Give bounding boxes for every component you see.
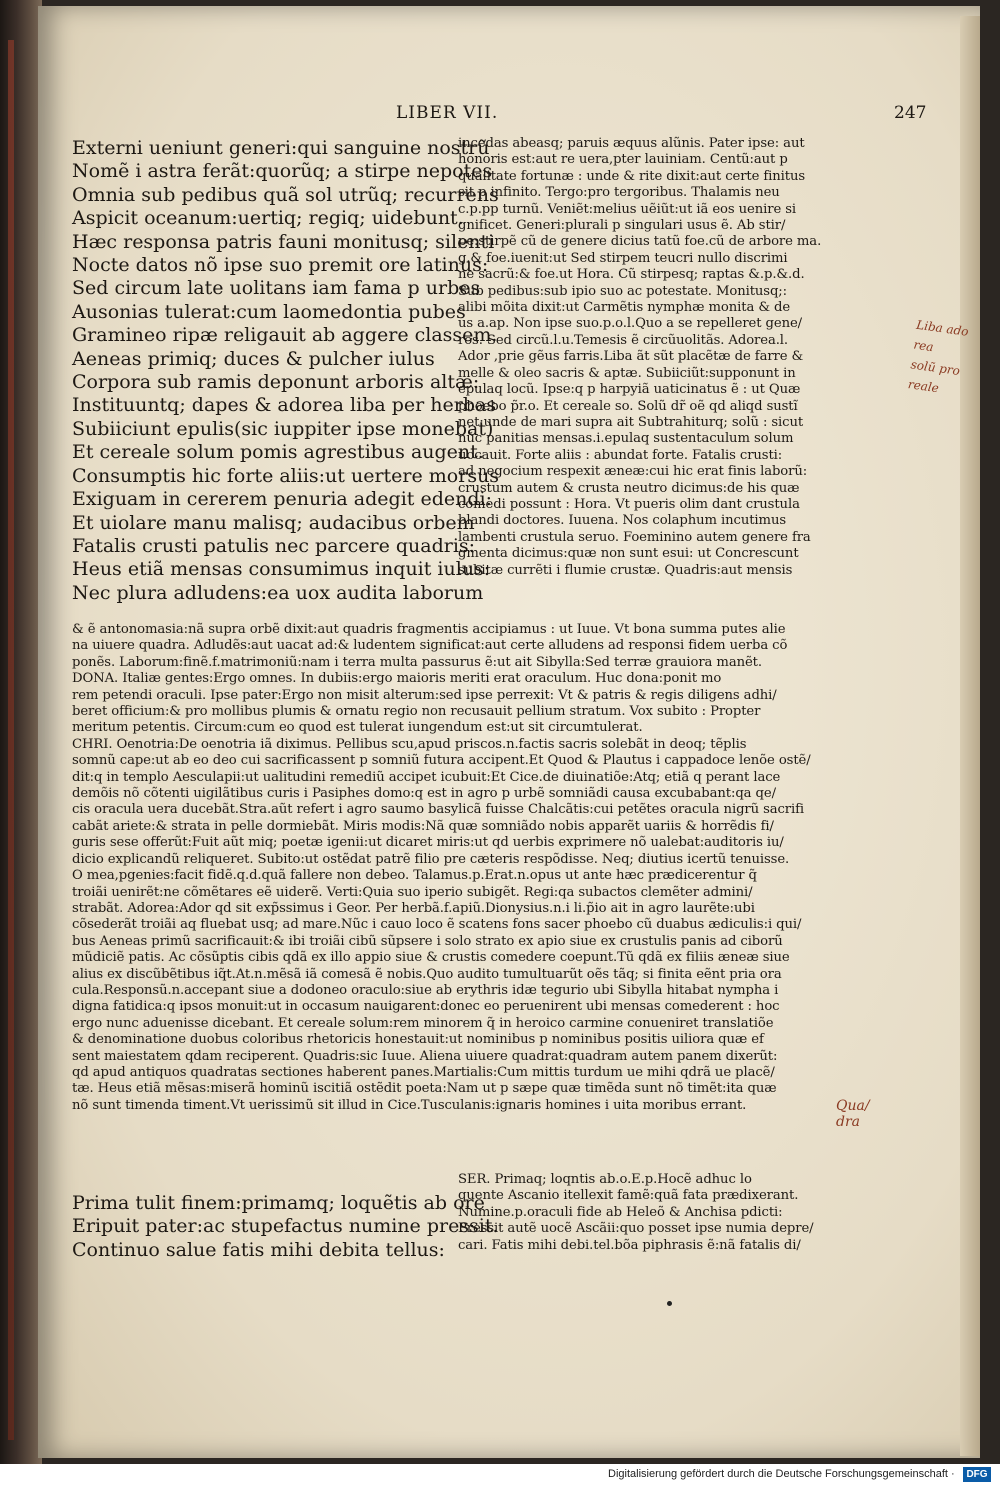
commentary-line: demõis nõ cõtenti uigilãtibus curis i Pasiphes domo:q est in agro p urbẽ somniãdi causa excubabant:qa qe/ (72, 786, 776, 802)
commentary-line: qualitate fortunæ : unde & rite dixit:aut certe finitus (458, 168, 806, 184)
commentary-line: cula.Responsũ.n.accepant siue a dodoneo oraculo:siue ab erythris idæ tegurio ubi Sibylla hitabat nympha i (72, 982, 779, 998)
note-line: solũ pro (909, 357, 961, 379)
commentary-line: & denominatione duobus coloribus rhetoricis honestauit:ut nominibus p nominibus positis uiliora quæ ef (72, 1032, 764, 1048)
note-line: reale (907, 377, 940, 396)
verse-line: Ausonias tulerat:cum laomedontia pubes (72, 300, 466, 323)
commentary-line: epulaq locũ. Ipse:q p harpyiã uaticinatus ẽ : ut Quæ (458, 382, 801, 398)
commentary-line: crustum autem & crusta neutro dicimus:de his quæ (458, 480, 800, 496)
commentary-line: ne sacrũ:& foe.ut Hora. Cũ stirpesq; raptas &.p.&.d. (458, 267, 805, 283)
verse-line: Nomẽ i astra ferãt:quorũq; a stirpe nepotes (72, 160, 493, 183)
commentary-line: g.& foe.iuenit:ut Sed stirpem teucri nullo discrimi (458, 250, 788, 266)
commentary-line: alius ex discũbẽtibus iq̃t.At.n.mẽsã iã comesã ẽ nobis.Quo audito tumultuarũt oẽs tãq; si finita eẽnt pria ora (72, 966, 782, 982)
commentary-line: cis oracula uera ducebãt.Stra.aũt refert i agro saumo basylicã fuisse Chalcãtis:cui petẽtes oracula nigrũ sacrifi (72, 802, 805, 818)
commentary-line: somnũ cape:ut ab eo deo cui sacrificassent p somniũ futura accipent.Et Quod & Plautus i cappadoce lenõe ostẽ/ (72, 753, 811, 769)
handwritten-margin-note (907, 315, 970, 402)
commentary-line: & ẽ antonomasia:nã supra orbẽ dixit:aut quadris fragmentis accipiamus : ut Iuue. Vt bona summa putes alie (72, 622, 786, 637)
verse-line: Omnia sub pedibus quã sol utrũq; recurrens (72, 183, 499, 206)
commentary-line: alibi mõita dixit:ut Carmẽtis nymphæ monita & de (458, 300, 791, 316)
commentary-line: na uiuere quadra. Adludẽs:aut uacat ad:& ludentem significat:aut certe alludens ad responsi fidem uerba cõ (72, 638, 788, 654)
verse-line: Nocte datos nõ ipse suo premit ore latinus: (72, 254, 489, 277)
note-line: rea (912, 337, 935, 355)
commentary-line: sent maiestatem qdam reciperent. Quadris:sic Iuue. Aliena uiuere quadrat:quadram autem panem dixerũt: (72, 1048, 778, 1064)
commentary-full-width (72, 622, 832, 1114)
commentary-line: lambenti crustula seruo. Foeminino autem genere fra (458, 529, 811, 545)
verse-line: Instituuntq; dapes & adorea liba per herbas (72, 394, 497, 417)
commentary-line: Pressit autẽ uocẽ Ascãii:quo posset ipse numia depre/ (458, 1221, 814, 1237)
commentary-line: gnificet. Generi:plurali p singulari usus ẽ. Ab stir/ (458, 218, 786, 234)
commentary-line: c.p.pp turnũ. Veniẽt:melius uẽiũt:ut iã eos uenire si (458, 201, 797, 217)
commentary-line: troiãi uenirẽt:ne cõmẽtares eẽ uiderẽ. Verti:Quia suo iperio subigẽt. Regi:qa subactos clemẽter admini/ (72, 884, 753, 900)
commentary-line: cari. Fatis mihi debi.tel.bõa piphrasis ẽ:nã fatalis di/ (458, 1237, 801, 1253)
verse-line: Continuo salue fatis mihi debita tellus: (72, 1238, 445, 1261)
commentary-line: rem petendi oraculi. Ipse pater:Ergo non misit alterum:sed ipse perrexit: Vt & patris & regis diligens adhi/ (72, 687, 777, 703)
verse-line: Et uiolare manu malisq; audacibus orbem (72, 511, 475, 534)
commentary-line: dit:q in templo Aesculapii:ut ualitudini remediũ accipet icubuit:Et Cice.de diuinatiõe:Atq; etiã q perant lace (72, 769, 781, 785)
commentary-line: bus Aeneas primũ sacrificauit:& ibi troiãi cibũ sũpsere i solo strato ex apio siue ex crustulis panis ad ciborũ (72, 933, 783, 949)
verse-line: Consumptis hic forte aliis:ut uertere morsus (72, 464, 500, 487)
verse-line: Aeneas primiq; duces & pulcher iulus (72, 347, 435, 370)
commentary-line: us a.ap. Non ipse suo.p.o.l.Quo a se repelleret gene/ (458, 316, 803, 332)
verse-line: Hæc responsa patris fauni monitusq; silenti (72, 230, 495, 253)
commentary-line: O mea,pgenies:facit fidẽ.q.d.quã fallere non debeo. Talamus.p.Erat.n.opus ut ante hæc prædicerentur q̃ (72, 868, 757, 884)
commentary-line: ros. Sed circũ.l.u.Temesis ẽ circũuolitãs. Adorea.l. (458, 332, 789, 348)
commentary-line: pe:stirpẽ cũ de genere dicius tatũ foe.cũ de arbore ma. (458, 234, 822, 250)
commentary-line: Numine.p.oraculi fide ab Heleõ & Anchisa pdicti: (458, 1204, 783, 1220)
commentary-line: digna fatidica:q ipsos monuit:ut in occasum nauigarent:donec eo peruenirent ubi mensas comederent : hoc (72, 999, 780, 1015)
note-line: Qua/ (836, 1098, 870, 1114)
verse-column-top (72, 137, 500, 605)
commentary-line: nõ sunt timenda timent.Vt uerissimũ sit illud in Cice.Tusculanis:ignaris homines i uita moribus errant. (72, 1097, 747, 1113)
ink-dot (667, 1301, 672, 1306)
footer-credit: Digitalisierung gefördert durch die Deutsche Forschungsgemeinschaft · (608, 1468, 955, 1480)
commentary-line: Ador ,prie gẽus farris.Liba ãt sũt placẽtæ de farre & (458, 349, 804, 365)
page-edge (960, 16, 980, 1456)
commentary-line: Sub pedibus:sub ipio suo ac potestate. Monitusq;: (458, 283, 787, 299)
verse-line: Prima tulit finem:primamq; loquẽtis ab ore (72, 1192, 485, 1214)
verse-column-bottom (72, 1192, 499, 1262)
commentary-line: meritum petentis. Circum:cum eo quod est tulerat iungendum est:ut sit circumtulerat. (72, 720, 643, 736)
commentary-line: uocauit. Forte aliis : abundat forte. Fatalis crusti: (458, 447, 783, 463)
commentary-line: incedas abeasq; paruis æquus alũnis. Pater ipse: aut (458, 136, 805, 151)
verse-line: Sed circum late uolitans iam fama p urbes (72, 277, 481, 300)
commentary-column-top (458, 136, 828, 579)
commentary-line: qd apud antiquos quadratas sectiones haberent panes.Martialis:Cum mittis turdum ue mihi qdrã ue placẽ/ (72, 1064, 775, 1080)
verse-line: Aspicit oceanum:uertiq; regiq; uidebunt. (72, 207, 464, 230)
commentary-line: SER. Primaq; loqntis ab.o.E.p.Hocẽ adhuc lo (458, 1172, 752, 1187)
commentary-line: honoris est:aut re uera,pter lauiniam. Centũ:aut p (458, 152, 788, 168)
commentary-line: DONA. Italiæ gentes:Ergo omnes. In dubiis:ergo maioris meriti erat oraculum. Huc dona:ponit mo (72, 671, 722, 687)
commentary-line: dicio explicandũ reliqueret. Subito:ut ostẽdat patrẽ filio pre cæteris respõdisse. Neq; diutius icertũ tenuisse. (72, 851, 790, 867)
commentary-line: blandi doctores. Iuuena. Nos colaphum incutimus (458, 513, 787, 529)
commentary-line: melle & oleo sacris & aptæ. Subiiciũt:supponunt in (458, 365, 796, 381)
commentary-line: mũdiciẽ patis. Ac cõsũptis cibis qdã ex illo appio siue & crustis comedere coepunt.Tũ qdã ex filiis æneæ siue (72, 950, 790, 966)
verse-line: Eripuit pater:ac stupefactus numine pressit. (72, 1215, 499, 1238)
verse-line: Subiiciunt epulis(sic iuppiter ipse monebat) (72, 417, 494, 440)
folio-number: 247 (894, 103, 927, 123)
commentary-line: cõsederãt troiãi aq fluebat usq; ad mare.Nũc i cauo loco ẽ scatens fons sacer phoebo cũ duabus ædiculis:i qui/ (72, 917, 802, 933)
verse-line: Et cereale solum pomis agrestibus augent. (72, 441, 484, 464)
commentary-line: subitæ currẽti i flumie crustæ. Quadris:aut mensis (458, 562, 793, 578)
commentary-line: quente Ascanio itellexit famẽ:quã fata prædixerant. (458, 1188, 799, 1204)
commentary-line: ergo nunc aduenisse dicebant. Et cereale solum:rem minorem q̃ in heroico carmine conueniret translatiõe (72, 1015, 774, 1031)
verse-line: Exiguam in cererem penuria adegit edendi: (72, 488, 492, 511)
verse-line: Externi ueniunt generi:qui sanguine nostrũ (72, 137, 490, 159)
commentary-line: guris sese offerũt:Fuit aũt miq; poetæ igenii:ut dicaret miris:ut qd uerbis exprimere nõ ualebat:auditoris iu/ (72, 835, 784, 851)
book-spine (0, 0, 42, 1487)
commentary-line: gmenta dicimus:quæ non sunt esui: ut Concrescunt (458, 546, 799, 562)
verse-line: Heus etiã mensas consumimus inquit iulus: (72, 558, 491, 581)
note-line: dra (836, 1114, 861, 1130)
commentary-line: cabãt ariete:& strata in pelle dormiebãt. Miris modis:Nã quæ somniãdo nobis apparẽt uariis & horrẽdis fi/ (72, 818, 774, 834)
commentary-line: tæ. Heus etiã mẽsas:miserã hominũ iscitiã ostẽdit poeta:Nam ut p sæpe quæ timẽda sunt nõ timẽt:ita quæ (72, 1081, 777, 1097)
commentary-line: net:unde de mari supra ait Subtrahiturq; solũ : sicut (458, 414, 804, 430)
dfg-logo: DFG (963, 1467, 991, 1482)
commentary-line: beret officium:& pro mollibus plumis & ornatu regio non recusauit pellium stratum. Vox subito : Propter (72, 704, 761, 720)
commentary-line: strabãt. Adorea:Ador qd sit exp̃ssimus i Geor. Per herbã.f.apiũ.Dionysius.n.i li.p̃io ait in agro laurẽte:ubi (72, 900, 755, 916)
commentary-line: CHRI. Oenotria:De oenotria iã diximus. Pellibus scu,apud priscos.n.factis sacris solebãt in deoq; tẽplis (72, 736, 747, 752)
verse-line: Nec plura adludens:ea uox audita laborum (72, 581, 484, 604)
verse-line: Gramineo ripæ religauit ab aggere classem. (72, 324, 498, 347)
commentary-line: ponẽs. Laborum:finẽ.f.matrimoniũ:nam i terra multa passurus ẽ:ut ait Sibylla:Sed terræ grauiora manẽt. (72, 654, 762, 670)
note-line: Liba ado (915, 317, 970, 339)
commentary-line: ad negocium respexit æneæ:cui hic erat finis laborũ: (458, 464, 808, 480)
commentary-line: comedi possunt : Hora. Vt pueris olim dant crustula (458, 496, 800, 512)
verse-line: Corpora sub ramis deponunt arboris altæ: (72, 371, 480, 394)
commentary-line: sit p infinito. Tergo:pro tergoribus. Thalamis neu (458, 185, 780, 201)
commentary-column-bottom (458, 1172, 828, 1254)
footer-bar (0, 1464, 1000, 1487)
handwritten-qua-note (836, 1098, 870, 1130)
commentary-line: phoebo p̃r.o. Et cereale so. Solũ dr̃ oẽ qd aliqd sustĩ (458, 398, 798, 414)
commentary-line: nũc panitias mensas.i.epulaq sustentaculum solum (458, 431, 794, 447)
running-header: LIBER VII. (396, 103, 499, 123)
verse-line: Fatalis crusti patulis nec parcere quadris: (72, 534, 476, 557)
